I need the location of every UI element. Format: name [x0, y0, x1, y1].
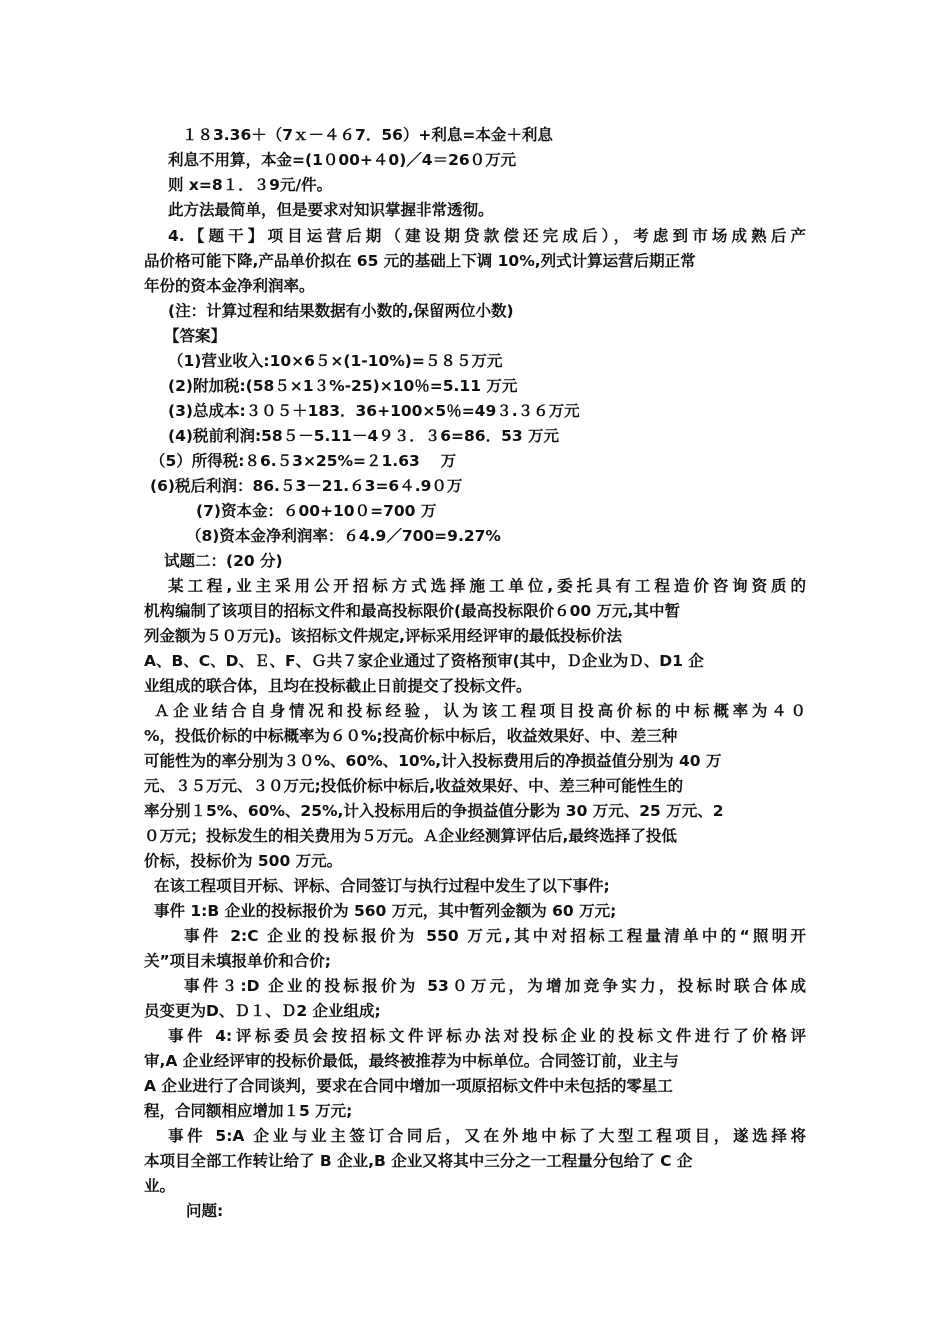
event-line: 事件 4:评标委员会按招标文件评标办法对投标企业的投标文件进行了价格评	[168, 1027, 806, 1045]
text-line: 业组成的联合体，且均在投标截止日前提交了投标文件。	[144, 677, 532, 695]
text-line: 某工程,业主采用公开招标方式选择施工单位,委托具有工程造价咨询资质的	[168, 577, 806, 595]
text-line: A 企业进行了合同谈判，要求在合同中增加一项原招标文件中未包括的零星工	[144, 1077, 673, 1095]
answer-line: （5）所得税:８6.５3×25%=２1.63 万	[150, 452, 457, 470]
answer-line: (6)税后利润：86.５3－21.６3=6４.9０万	[150, 477, 463, 495]
answer-line: （1)营业收入:10×6５×(1-10%)=５８５万元	[168, 352, 503, 370]
text-line: 年份的资本金净利润率。	[144, 277, 315, 295]
text-line: A、B、C、D、Ｅ、F、Ｇ共７家企业通过了资格预审(其中，Ｄ企业为Ｄ、D1 企	[144, 652, 704, 670]
event-line: 事件 2:C 企业的投标报价为 550 万元,其中对招标工程量清单中的“照明开	[184, 927, 806, 945]
text-line: 此方法最简单，但是要求对知识掌握非常透彻。	[168, 201, 494, 219]
event-line: 事件 1:B 企业的投标报价为 560 万元，其中暂列金额为 60 万元;	[154, 902, 617, 920]
answer-heading: 【答案】	[164, 327, 227, 345]
event-line: 事件 5:A 企业与业主签订合同后，又在外地中标了大型工程项目，遂选择将	[168, 1127, 806, 1145]
text-line: 率分别１5%、60%、25%,计入投标用后的争损益值分影为 30 万元、25 万元、2	[144, 802, 724, 820]
answer-line: (7)资本金：６00+10０=700 万	[196, 502, 437, 520]
text-line: 在该工程项目开标、评标、合同签订与执行过程中发生了以下事件;	[154, 877, 610, 895]
text-line: ０万元；投标发生的相关费用为５万元。Ａ企业经测算评估后,最终选择了投低	[144, 827, 677, 845]
text-line: 员变更为D、Ｄ１、Ｄ2 企业组成;	[144, 1002, 381, 1020]
text-line: 业。	[144, 1177, 176, 1195]
text-line: %，投低价标的中标概率为６０%;投高价标中标后，收益效果好、中、差三种	[144, 727, 678, 745]
text-line: 元、３５万元、３０万元;投低价标中标后,收益效果好、中、差三种可能性生的	[144, 777, 684, 795]
text-line: 则 x=8１．３9元/件。	[168, 176, 333, 194]
answer-line: （8)资本金净利润率：６4.9／700=9.27%	[186, 527, 501, 545]
questions-heading: 问题:	[186, 1202, 224, 1220]
text-line: 价标，投标价为 500 万元。	[144, 852, 343, 870]
section-heading: 试题二：(20 分)	[164, 552, 283, 570]
text-line: Ａ企业结合自身情况和投标经验，认为该工程项目投高价标的中标概率为４０	[154, 702, 806, 720]
answer-line: (2)附加税:(58５×1３%-25)×10％=5.11 万元	[168, 377, 518, 395]
text-line: 可能性为的率分别为３０%、60%、10%,计入投标费用后的净损益值分别为 40 万	[144, 752, 722, 770]
answer-line: (4)税前利润:58５－5.11－4９３．３6=86．53 万元	[168, 427, 560, 445]
text-line: 本项目全部工作转让给了 B 企业,B 企业又将其中三分之一工程量分包给了 C 企	[144, 1152, 693, 1170]
text-line: 列金额为５０万元)。该招标文件规定,评标采用经评审的最低投标价法	[144, 627, 622, 645]
text-line: 程，合同额相应增加１5 万元;	[144, 1102, 353, 1120]
text-line: 利息不用算，本金=(1０00+４0)／4＝26０万元	[168, 151, 517, 169]
text-line: １８3.36＋（7ｘ－４６7．56）+利息=本金＋利息	[182, 126, 553, 144]
text-line: 审,A 企业经评审的投标价最低，最终被推荐为中标单位。合同签订前，业主与	[144, 1052, 679, 1070]
answer-line: (3)总成本:３０５＋183．36+100×5％=49３.３６万元	[168, 402, 580, 420]
note-line: (注：计算过程和结果数据有小数的,保留两位小数)	[168, 302, 514, 320]
text-line: 关”项目未填报单价和合价;	[144, 952, 331, 970]
text-line: 机构编制了该项目的招标文件和最高投标限价(最高投标限价６00 万元,其中暂	[144, 602, 680, 620]
question-heading: 4.【题干】项目运营后期（建设期贷款偿还完成后），考虑到市场成熟后产	[168, 227, 806, 245]
event-line: 事件３:D 企业的投标报价为 53０万元，为增加竞争实力，投标时联合体成	[184, 977, 806, 995]
text-line: 品价格可能下降,产品单价拟在 65 元的基础上下调 10%,列式计算运营后期正常	[144, 252, 696, 270]
